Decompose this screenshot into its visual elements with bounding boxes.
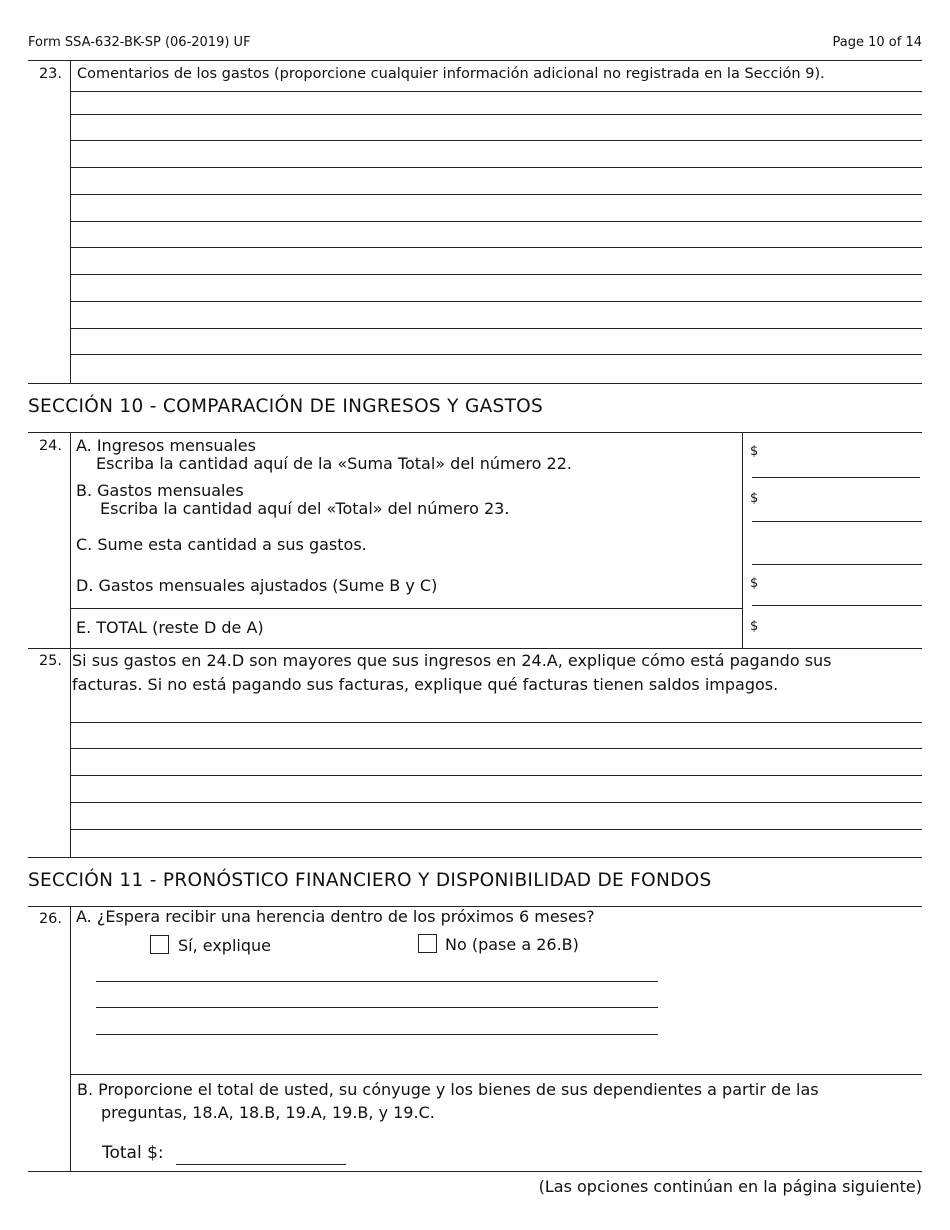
answer-line[interactable] [70,748,922,749]
q25-number: 25. [38,653,62,669]
comment-line[interactable] [70,140,922,141]
answer-line[interactable] [70,722,922,723]
q25-bottom-border [28,857,922,858]
answer-line[interactable] [70,802,922,803]
q24-number: 24. [38,438,62,454]
q24-a-label: A. Ingresos mensuales [76,436,256,455]
q26-number-divider [70,906,71,1171]
comment-line[interactable] [70,354,922,355]
comment-line[interactable] [70,114,922,115]
q26-b-line-1: B. Proporcione el total de usted, su cónyuge y los bienes de sus dependientes a partir de las [77,1080,819,1099]
q24-b-label: B. Gastos mensuales [76,481,244,500]
q26-a-explain-line-2[interactable] [96,988,658,1008]
page-number: Page 10 of 14 [832,35,922,50]
q24-d-label: D. Gastos mensuales ajustados (Sume B y C) [76,576,438,595]
q26-b-line-2: preguntas, 18.A, 18.B, 19.A, 19.B, y 19.C. [101,1103,435,1122]
form-id: Form SSA-632-BK-SP (06-2019) UF [28,35,251,50]
q24-b-amount-input[interactable] [752,504,922,522]
no-label: No (pase a 26.B) [445,935,579,954]
q23-top-border [28,60,922,61]
total-amount-input[interactable] [176,1144,346,1165]
section-11-title: SECCIÓN 11 - PRONÓSTICO FINANCIERO Y DISPONIBILIDAD DE FONDOS [28,870,712,891]
q24-b-currency: $ [750,491,759,506]
q26-a-question: A. ¿Espera recibir una herencia dentro de los próximos 6 meses? [76,907,595,926]
q24-e-currency: $ [750,619,759,634]
q23-number: 23. [38,66,62,82]
total-label: Total $: [102,1143,164,1163]
comment-line[interactable] [70,274,922,275]
answer-line[interactable] [70,829,922,830]
q23-bottom-border [28,383,922,384]
q24-b-instructions: Escriba la cantidad aquí del «Total» del número 23. [100,499,510,518]
comment-line[interactable] [70,221,922,222]
q24-a-amount-input[interactable] [752,460,920,478]
q24-d-currency: $ [750,576,759,591]
q25-prompt-line-1: Si sus gastos en 24.D son mayores que sus ingresos en 24.A, explique cómo está pagando sus [72,651,832,670]
comment-line[interactable] [70,247,922,248]
q24-number-divider [70,432,71,648]
q24-d-amount-input[interactable] [752,588,922,606]
q24-top-border [28,432,922,433]
q24-amount-divider [742,432,743,648]
comment-line[interactable] [70,328,922,329]
q26-bottom-border [28,1171,922,1172]
q25-number-divider [70,648,71,857]
q24-c-amount-input[interactable] [752,547,922,565]
comment-line[interactable] [70,301,922,302]
q24-c-label: C. Sume esta cantidad a sus gastos. [76,535,367,554]
yes-label: Sí, explique [178,936,271,955]
q24-a-instructions: Escriba la cantidad aquí de la «Suma Total» del número 22. [96,454,572,473]
comment-line[interactable] [70,167,922,168]
q23-prompt: Comentarios de los gastos (proporcione cualquier información adicional no registrada en la Sección 9). [77,66,825,82]
q24-e-label: E. TOTAL (reste D de A) [76,618,264,637]
no-checkbox[interactable] [418,934,437,953]
section-10-title: SECCIÓN 10 - COMPARACIÓN DE INGRESOS Y GASTOS [28,396,544,417]
q24-e-amount-input[interactable] [762,618,918,642]
q26-number: 26. [38,911,62,927]
q26-a-explain-line-1[interactable] [96,962,658,982]
q26-a-explain-line-3[interactable] [96,1014,658,1035]
comment-line[interactable] [70,91,922,92]
comment-line[interactable] [70,194,922,195]
q25-prompt-line-2: facturas. Si no está pagando sus facturas, explique qué facturas tienen saldos impagos. [72,675,779,694]
q26-b-row-border [70,1074,922,1075]
yes-checkbox[interactable] [150,935,169,954]
q24-a-currency: $ [750,444,759,459]
answer-line[interactable] [70,775,922,776]
q24-e-row-border [70,608,742,609]
q24-bottom-border [28,648,922,649]
continues-note: (Las opciones continúan en la página siguiente) [538,1177,922,1196]
